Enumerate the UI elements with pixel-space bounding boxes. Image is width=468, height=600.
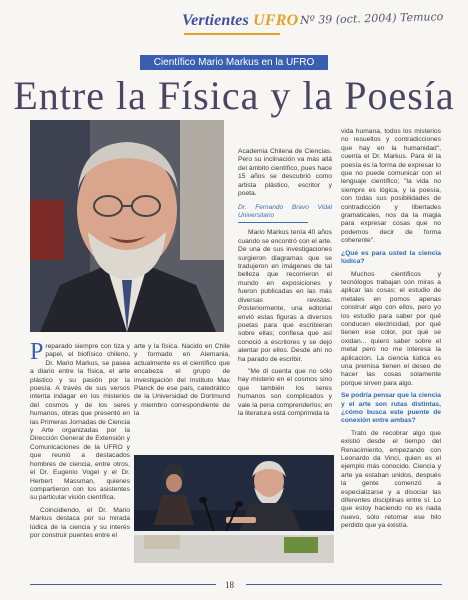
paragraph: reparado siempre con tiza y papel, el biofísico chileno, Dr. Mario Markus, se pasea a diario entre la física, el arte plástico y su pasión por la poesía. A través de sus versos intenta indagar en los misterios del cosmos y de los seres humanos, obras que presentó en las Primeras Jornadas de Ciencia y Arte organizadas por la Dirección General de Extensión y Comunicaciones de la UFRO y que reunió a destacados hombres de ciencia, entre otros, el Dr. Eugenio Vogel y el Dr. Herbert Massman, quienes compartieron con los asistentes su particular visión científica. [30,343,130,502]
portrait-photo-illustration [30,120,224,332]
magazine-masthead [182,12,298,30]
article-kicker: Científico Mario Markus en la UFRO [140,55,328,70]
portrait-photo [30,120,224,332]
drop-cap: P [30,339,44,365]
paragraph: Coincidiendo, el Dr. Mario Markus destaca por su mirada lúdica de la ciencia y su interés por construir puentes entre el [30,506,130,539]
conference-photo [134,455,334,563]
paragraph: Muchos científicos y tecnólogos trabajan con miras a aplicar las cosas; el estudio de metales en pomos apenas construir algo con ellos, pero yo los estudio para saber por qué conducen electricidad, por qué tienen ese color, por qué se oxidan... quiero saber sobre el metal pero no me interesa la aplicación. La ciencia lúdica es una premisa tienen el deseo de hacer las cosas solamente porque sirven para algo. [341,270,441,387]
paragraph: Academia Chilena de Ciencias. Pero su inclinación va más allá del ámbito científico, pues hace 15 años se descubrió como artista plástico, escritor y poeta. [238,148,332,198]
paragraph: vida humana, todos los misterios no resueltos y contradicciones que hay en la humanidad", cuenta el Dr. Markus. Para él la poesía es la forma de expresar lo que no puede comunicar con el lenguaje científico; "la vida no siempre es lógica, y la poesía, con todas sus posibilidades de contradicción y libertades gramaticales, nos da la magia para expresar cosas que no podemos decir de forma coherente". [341,128,441,245]
text-column-right [341,128,441,531]
paragraph: Trato de recobrar algo que existió desde el tiempo del Renacimiento, empezando con Leonardo da Vinci, quien es el ejemplo más conocido. Ciencia y arte ya estaban unidos, después la gente comenzó a especializarse y a disociar las diferentes disciplinas entre sí. Lo que estoy haciendo no es nada nuevo, sólo retomar ese hilo perdido que ya existía. [341,429,441,530]
footer-rule-right [246,584,442,585]
footer-rule-left [30,584,216,585]
paragraph: "Me di cuenta que no sólo hay misterio en el cosmos sino que también los seres humanos son complicados y vale la pena comprenderlos; en la literatura está comprimida la [238,367,332,417]
handwritten-note: Nº 39 (oct. 2004) Temuco [299,10,444,27]
interview-question: ¿Qué es para usted la ciencia lúdica? [341,249,441,266]
interview-question: Se podría pensar que la ciencia y el arte son rutas distintas, ¿cómo busca este puente de conexión entre ambas? [341,392,441,425]
masthead-brand: UFRO [253,12,299,29]
paragraph: Mario Markus tenía 40 años cuando se encontró con el arte. De una de sus investigaciones surgieron diagramas que se tradujeron en imágenes de tal belleza que recorrieron el mundo en exposiciones y fueron publicadas en las más diversas revistas. Posteriormente, una editorial envió estas figuras a diversos poetas para que escribieran sobre ellas; confiesa que así conoció a escritores y se dejó alentar por ellos. Desde ahí no ha parado de escribir. [238,229,332,363]
paragraph: arte y la física. Nacido en Chile y formado en Alemania, actualmente es el científico que encabeza el grupo de investigación del Instituto Max Planck de ese país, catedrático de la Universidad de Dortmund y miembro correspondiente de la [134,343,230,418]
article-headline: Entre la Física y la Poesía [13,73,455,118]
conference-photo-illustration [134,455,334,563]
image-dedication: Dr. Fernando Bravo Vidal Universitario [238,204,332,220]
text-column-middle-left [134,343,230,419]
page-number: 18 [225,580,234,590]
text-column-left [30,339,130,540]
masthead-title: Vertientes [182,12,249,29]
dedication-underline [238,222,308,223]
masthead-underline [184,33,280,35]
text-column-middle-right [238,148,332,418]
